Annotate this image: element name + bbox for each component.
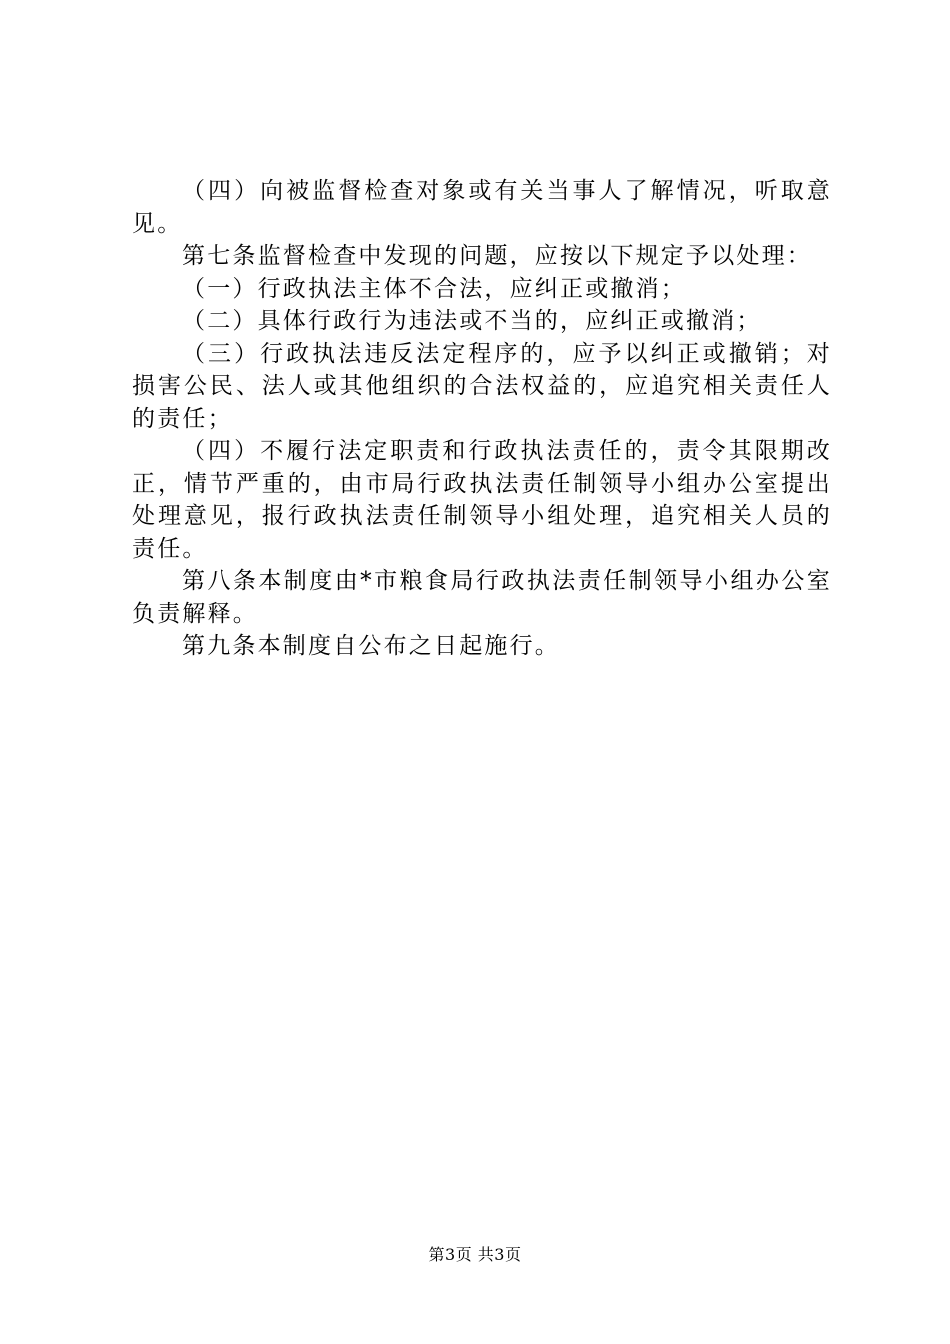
paragraph-item-2: （二）具体行政行为违法或不当的，应纠正或撤消； [182,308,762,334]
paragraph-article-9: 第九条本制度自公布之日起施行。 [182,633,560,659]
paragraph-article-8: 第八条本制度由*市粮食局行政执法责任制领导小组办公室负责解释。 [132,568,832,627]
paragraph-item-1: （一）行政执法主体不合法，应纠正或撤消； [182,275,686,302]
paragraph-item-3: （三）行政执法违反法定程序的，应予以纠正或撤销；对损害公民、法人或其他组织的合法权益的，应追究相关责任人的责任； [132,340,832,432]
paragraph-item-4-inquiry: （四）向被监督检查对象或有关当事人了解情况，听取意见。 [132,178,832,237]
page-footer [0,1242,950,1265]
paragraph-item-4: （四）不履行法定职责和行政执法责任的，责令其限期改正，情节严重的，由市局行政执法责任制领导小组办公室提出处理意见，报行政执法责任制领导小组处理，追究相关人员的责任。 [132,438,832,562]
paragraph-article-7: 第七条监督检查中发现的问题，应按以下规定予以处理： [182,243,812,269]
page-number-label: 第3页 共3页 [428,1245,522,1264]
document-body [132,175,832,663]
